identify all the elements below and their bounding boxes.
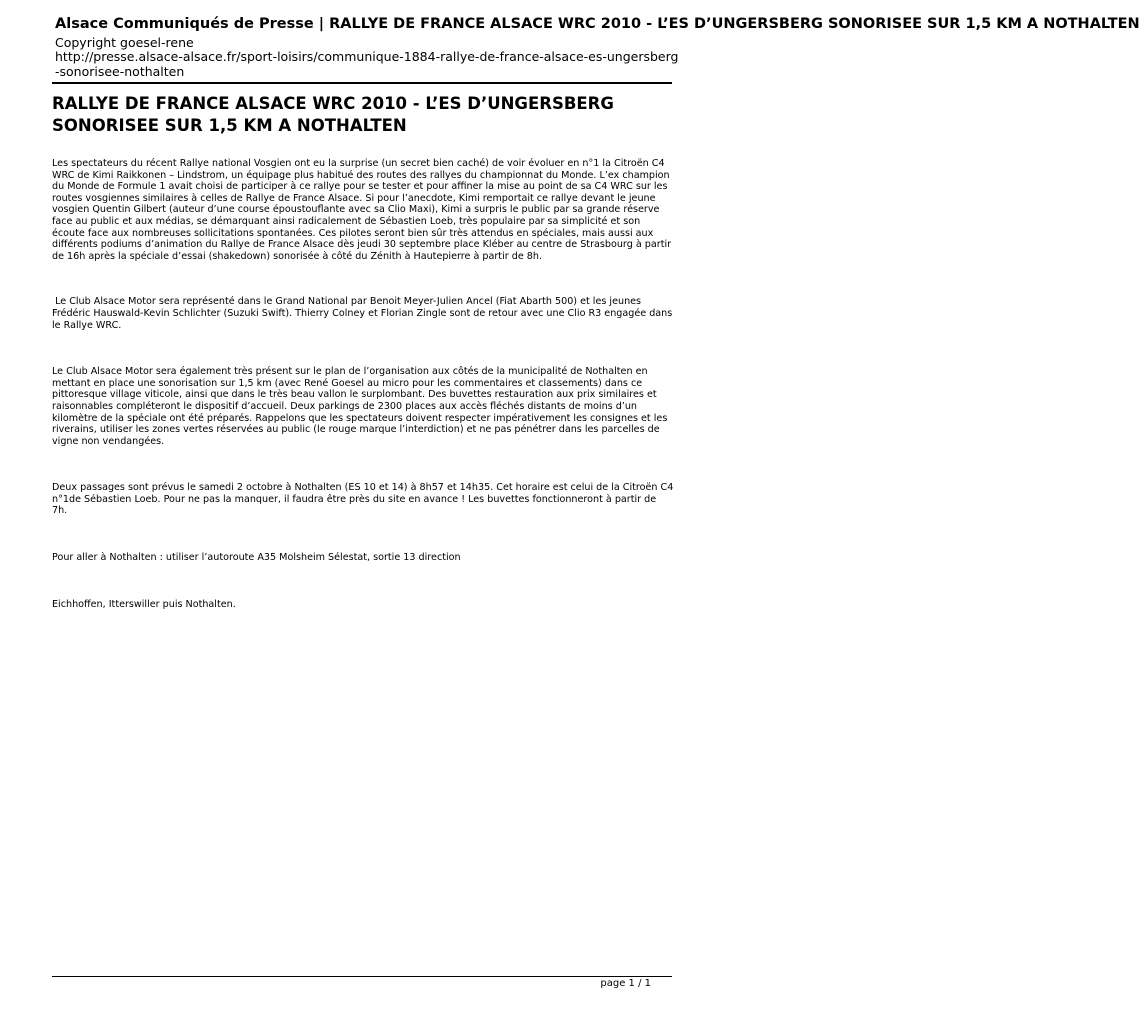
page-number: page 1 / 1 bbox=[600, 978, 651, 989]
paragraph-1: Les spectateurs du récent Rallye national Vosgien ont eu la surprise (un secret bien caché) de voir évoluer en n°1 la Citroën C4 WRC de Kimi Raikkonen – Lindstrom, un équipage plus habitué des routes des rallyes du championnat du Monde. L’ex champion du Monde de Formule 1 avait choisi de participer à ce rallye pour se tester et pour affiner la mise au point de sa C4 WRC sur les routes vosgiennes similaires à celles de Rallye de France Alsace. Si pour l’anecdote, Kimi remportait ce rallye devant le jeune vosgien Quentin Gilbert (auteur d’une course époustouflante avec sa Clio Maxi), Kimi a surpris le public par sa grande réserve face au public et aux médias, se démarquant ainsi radicalement de Sébastien Loeb, très populaire par sa simplicité et son écoute face aux nombreuses sollicitations spontanées. Ces pilotes seront bien sûr très attendus en spéciales, mais aussi aux différents podiums d’animation du Rallye de France Alsace dès jeudi 30 septembre place Kléber au centre de Strasbourg à partir de 16h après la spéciale d’essai (shakedown) sonorisée à côté du Zénith à Hautepierre à partir de 8h. bbox=[52, 158, 672, 262]
article-body bbox=[52, 158, 674, 610]
site-title: Alsace Communiqués de Presse | RALLYE DE FRANCE ALSACE WRC 2010 - L’ES D’UNGERSBERG SONORISEE SUR 1,5 KM A NOTHALTEN bbox=[55, 16, 1140, 32]
paragraph-3: Le Club Alsace Motor sera également très présent sur le plan de l’organisation aux côtés de la municipalité de Nothalten en mettant en place une sonorisation sur 1,5 km (avec René Goesel au micro pour les commentaires et classements) dans ce pittoresque village viticole, ainsi que dans le très beau vallon le surplombant. Des buvettes restauration aux prix similaires et raisonnables compléteront le dispositif d’accueil. Deux parkings de 2300 places aux accès fléchés distants de moins d’un kilomètre de la spéciale ont été préparés. Rappelons que les spectateurs doivent respecter impérativement les consignes et les riverains, utiliser les zones vertes réservées au public (le rouge marque l’interdiction) et ne pas pénétrer dans les parcelles de vigne non vendangées. bbox=[52, 366, 668, 447]
paragraph-5: Pour aller à Nothalten : utiliser l’autoroute A35 Molsheim Sélestat, sortie 13 direction bbox=[52, 552, 461, 564]
copyright-line: Copyright goesel-rene bbox=[55, 35, 194, 50]
article-title: RALLYE DE FRANCE ALSACE WRC 2010 - L’ES D’UNGERSBERG SONORISEE SUR 1,5 KM A NOTHALTEN bbox=[52, 94, 614, 135]
paragraph-6: Eichhoffen, Itterswiller puis Nothalten. bbox=[52, 598, 236, 610]
header-divider bbox=[52, 82, 672, 84]
source-url[interactable]: http://presse.alsace-alsace.fr/sport-loisirs/communique-1884-rallye-de-france-alsace-es-ungersberg-sonorisee-nothalten bbox=[55, 49, 679, 79]
document-header bbox=[55, 15, 1140, 79]
paragraph-2: Le Club Alsace Motor sera représenté dans le Grand National par Benoit Meyer-Julien Ancel (Fiat Abarth 500) et les jeunes Frédéric Hauswald-Kevin Schlichter (Suzuki Swift). Thierry Colney et Florian Zingle sont de retour avec une Clio R3 engagée dans le Rallye WRC. bbox=[52, 296, 676, 331]
footer-divider bbox=[52, 976, 672, 977]
paragraph-4: Deux passages sont prévus le samedi 2 octobre à Nothalten (ES 10 et 14) à 8h57 et 14h35. Cet horaire est celui de la Citroën C4 n°1de Sébastien Loeb. Pour ne pas la manquer, il faudra être près du site en avance ! Les buvettes fonctionneront à partir de 7h. bbox=[52, 482, 674, 517]
